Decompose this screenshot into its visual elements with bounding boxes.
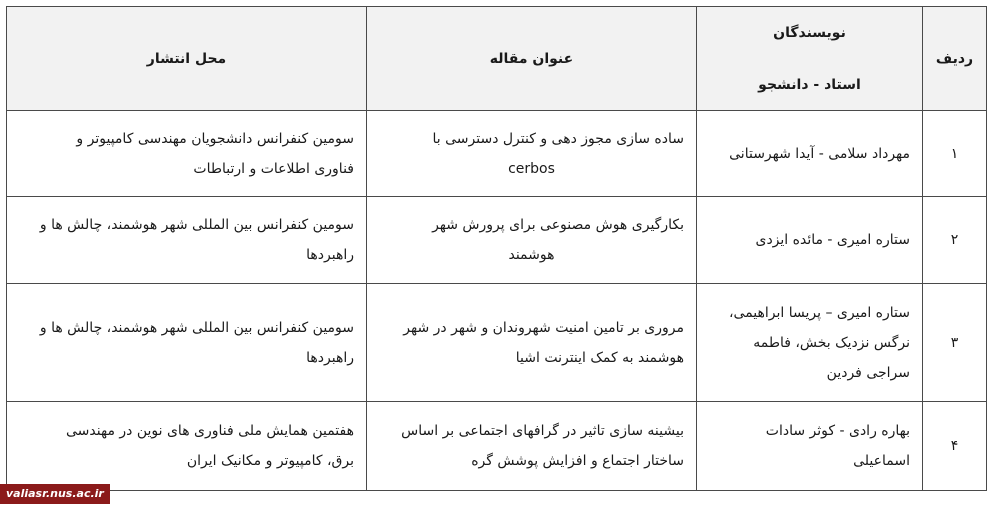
header-authors-line2: استاد - دانشجو (758, 76, 861, 93)
table-row (7, 197, 987, 284)
title-line: هوشمند به کمک اینترنت اشیا (515, 349, 684, 366)
row-number-cell: ۳ (923, 284, 987, 402)
title-line: cerbos (508, 160, 555, 177)
venue-line: راهبردها (306, 349, 354, 366)
authors-line: اسماعیلی (853, 453, 910, 469)
header-authors (697, 7, 923, 111)
authors-cell (697, 111, 923, 197)
table-row (7, 284, 987, 402)
authors-line: نرگس نزدیک بخش، فاطمه (753, 334, 910, 351)
title-line: بیشینه سازی تاثیر در گرافهای اجتماعی بر اساس (401, 423, 684, 439)
venue-line: هفتمین همایش ملی فناوری های نوین در مهندسی (66, 423, 354, 439)
header-venue: محل انتشار (7, 7, 367, 111)
authors-cell (697, 197, 923, 284)
header-row-number: ردیف (923, 7, 987, 111)
venue-cell (7, 197, 367, 284)
row-number-cell: ۱ (923, 111, 987, 197)
title-line: مروری بر تامین امنیت شهروندان و شهر در شهر (403, 319, 684, 336)
title-line: هوشمند (508, 247, 555, 263)
title-line: ساختار اجتماع و افزایش پوشش گره (471, 453, 684, 469)
title-cell (367, 197, 697, 284)
table-header-row (7, 7, 987, 111)
title-cell (367, 111, 697, 197)
papers-table (6, 6, 987, 491)
venue-line: برق، کامپیوتر و مکانیک ایران (186, 453, 354, 469)
authors-line: ستاره امیری - مائده ایزدی (755, 232, 910, 248)
row-number-cell: ۲ (923, 197, 987, 284)
title-line: ساده سازی مجوز دهی و کنترل دسترسی با (432, 130, 684, 147)
authors-cell (697, 284, 923, 402)
title-line: بکارگیری هوش مصنوعی برای پرورش شهر (432, 217, 684, 233)
site-watermark: valiasr.nus.ac.ir (0, 484, 110, 504)
authors-line: بهاره رادی - کوثر سادات (765, 423, 910, 439)
table-row (7, 402, 987, 491)
venue-line: سومین کنفرانس دانشجویان مهندسی کامپیوتر و (76, 130, 354, 147)
table-row (7, 111, 987, 197)
venue-cell (7, 111, 367, 197)
venue-line: فناوری اطلاعات و ارتباطات (193, 160, 354, 177)
venue-cell (7, 284, 367, 402)
header-title: عنوان مقاله (367, 7, 697, 111)
venue-line: سومین کنفرانس بین المللی شهر هوشمند، چالش ها و (39, 217, 354, 233)
header-authors-line1: نویسندگان (773, 24, 846, 41)
authors-line: سراجی فردین (826, 364, 910, 381)
authors-cell (697, 402, 923, 491)
venue-line: سومین کنفرانس بین المللی شهر هوشمند، چالش ها و (39, 319, 354, 336)
authors-line: مهرداد سلامی - آیدا شهرستانی (729, 145, 910, 162)
row-number-cell: ۴ (923, 402, 987, 491)
venue-cell (7, 402, 367, 491)
title-cell (367, 402, 697, 491)
authors-line: ستاره امیری – پریسا ابراهیمی، (729, 304, 910, 321)
title-cell (367, 284, 697, 402)
venue-line: راهبردها (306, 247, 354, 263)
